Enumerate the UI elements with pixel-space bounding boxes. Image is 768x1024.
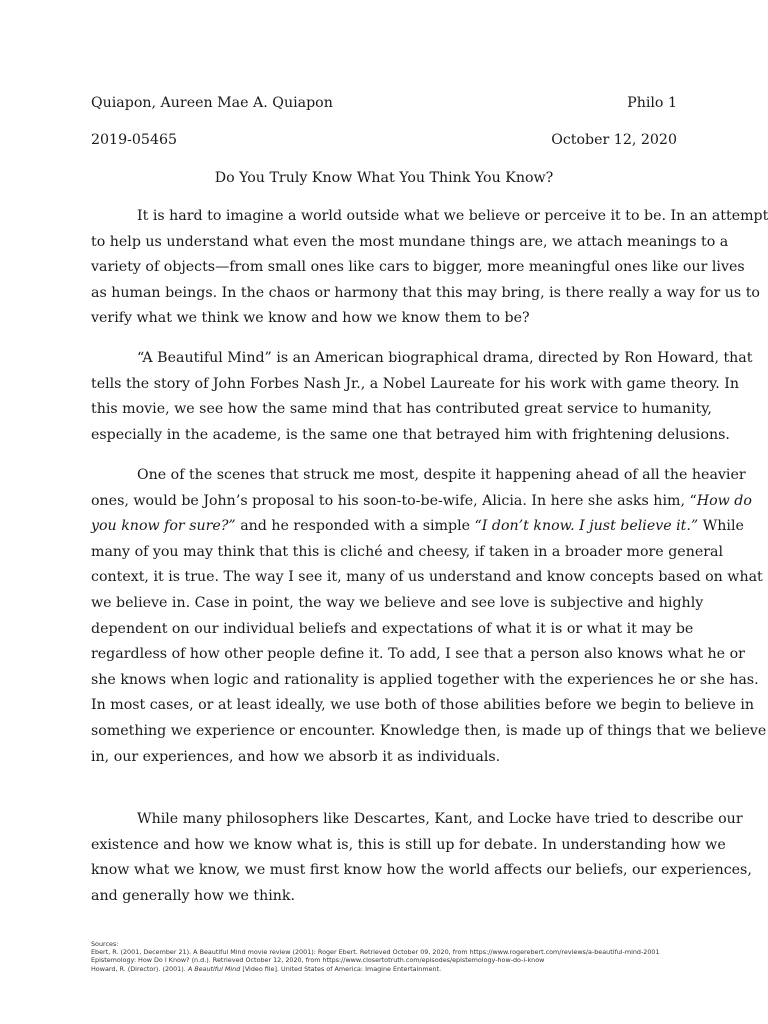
line-text: While xyxy=(698,518,744,535)
paragraph-line: One of the scenes that struck me most, despite it happening ahead of all the heavier xyxy=(137,467,746,483)
italic-quote: How do xyxy=(696,492,752,509)
paragraph-line: as human beings. In the chaos or harmony that this may bring, is there really a way for us to xyxy=(91,284,760,301)
paragraph-3 xyxy=(91,463,767,770)
paragraph-line: It is hard to imagine a world outside what we believe or perceive it to be. In an attempt xyxy=(137,208,768,224)
paragraph-line-with-quotes xyxy=(91,514,744,540)
header-row-2 xyxy=(91,131,677,149)
paragraph-line: many of you may think that this is cliché and cheesy, if taken in a broader more general xyxy=(91,543,724,560)
paragraph-line: In most cases, or at least ideally, we use both of those abilities before we begin to believe in xyxy=(91,697,755,714)
paragraph-line: existence and how we know what is, this is still up for debate. In understanding how we xyxy=(91,836,726,853)
paragraph-line: variety of objects—from small ones like cars to bigger, more meaningful ones like our lives xyxy=(91,259,745,276)
paragraph-line: she knows when logic and rationality is applied together with the experiences he or she has. xyxy=(91,671,759,688)
italic-close-quote: ” xyxy=(690,518,699,535)
document-date: October 12, 2020 xyxy=(551,132,677,148)
source-text: [Video file]. United States of America: Imagine Entertainment. xyxy=(240,964,442,973)
paragraph-2 xyxy=(91,346,753,448)
course-code: Philo 1 xyxy=(627,95,677,111)
sources-label: Sources: xyxy=(91,940,119,948)
paragraph-line: in, our experiences, and how we absorb it as individuals. xyxy=(91,748,501,765)
line-text: and he responded with a simple xyxy=(235,518,475,535)
paragraph-line: something we experience or encounter. Knowledge then, is made up of things that we believe xyxy=(91,722,767,739)
student-name: Quiapon, Aureen Mae A. Quiapon xyxy=(91,95,333,111)
paragraph-line: know what we know, we must first know how the world affects our beliefs, our experiences, xyxy=(91,862,752,879)
document-title: Do You Truly Know What You Think You Know? xyxy=(214,170,554,186)
paragraph-1 xyxy=(91,204,768,332)
source-entry: Ebert, R. (2001, December 21). A Beautiful Mind movie review (2001): Roger Ebert. Retrieved October 09, 2020, from https://www.rogerebert.com/reviews/a-beautiful-mind-2001 xyxy=(91,948,660,957)
line-text: ones, would be John’s proposal to his soon-to-be-wife, Alicia. In here she asks him, “ xyxy=(91,492,697,509)
paragraph-line: “A Beautiful Mind” is an American biographical drama, directed by Ron Howard, that xyxy=(137,350,753,366)
paragraph-line: to help us understand what even the most mundane things are, we attach meanings to a xyxy=(91,233,729,250)
paragraph-line: verify what we think we know and how we know them to be? xyxy=(91,310,530,327)
source-italic-title: A Beautiful Mind xyxy=(187,964,241,973)
paragraph-line: While many philosophers like Descartes, Kant, and Locke have tried to describe our xyxy=(137,811,743,827)
paragraph-line: context, it is true. The way I see it, many of us understand and know concepts based on what xyxy=(91,569,763,586)
sources-footnote xyxy=(91,940,691,973)
paragraph-line: dependent on our individual beliefs and expectations of what it is or what it may be xyxy=(91,620,694,637)
header-row-1 xyxy=(91,94,677,112)
paragraph-line-with-quote xyxy=(91,489,752,515)
paragraph-line: regardless of how other people define it. To add, I see that a person also knows what he or xyxy=(91,646,745,663)
paragraph-line: tells the story of John Forbes Nash Jr., a Nobel Laureate for his work with game theory. In xyxy=(91,375,739,392)
italic-quote: I don’t know. I just believe it. xyxy=(481,518,691,535)
italic-close-quote: ” xyxy=(228,518,236,535)
italic-quote: you know for sure? xyxy=(91,518,229,535)
paragraph-line: we believe in. Case in point, the way we believe and see love is subjective and highly xyxy=(91,594,704,611)
paragraph-4 xyxy=(91,807,752,909)
source-text: Howard, R. (Director). (2001). xyxy=(91,964,188,973)
paragraph-line: and generally how we think. xyxy=(91,887,296,904)
source-entry xyxy=(91,965,691,973)
paragraph-line: this movie, we see how the same mind that has contributed great service to humanity, xyxy=(91,401,712,418)
paragraph-line: especially in the academe, is the same one that betrayed him with frightening delusions. xyxy=(91,426,730,443)
source-entry: Epistemology: How Do I Know? (n.d.). Retrieved October 12, 2020, from https://www.closertotruth.com/episodes/epistemology-how-do-i-know xyxy=(91,956,545,965)
italic-open-quote: “ xyxy=(474,518,482,535)
student-number: 2019-05465 xyxy=(91,132,178,148)
